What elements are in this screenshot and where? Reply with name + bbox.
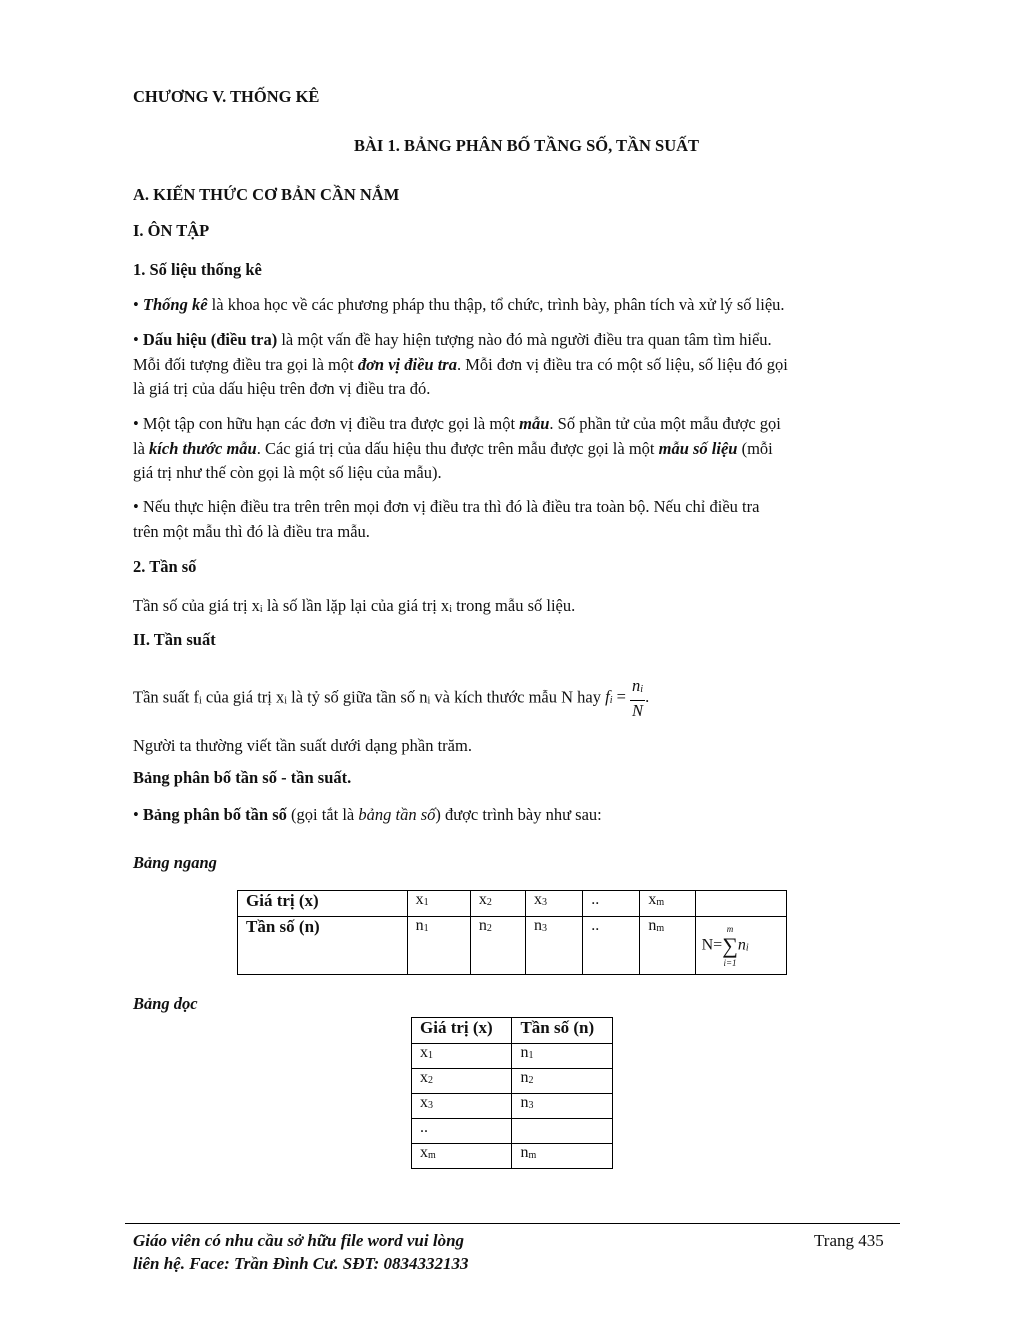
label-vertical-table: Bảng dọc [133, 994, 198, 1013]
footer-divider [125, 1223, 900, 1224]
term-bang-tan-so: bảng tần số [358, 805, 436, 824]
table-cell: $n_m$ [512, 1144, 613, 1169]
table-row [412, 1094, 613, 1119]
text: của giá trị x [201, 687, 285, 707]
table-cell: $x_2$ [412, 1069, 512, 1094]
table-cell: $n_2$ [512, 1069, 613, 1094]
section-ii-heading: II. Tần suất [133, 630, 216, 649]
text: Tần số của giá trị x [133, 596, 260, 615]
term-bang-phan-bo-tan-so: Bảng phân bố tần số [138, 805, 287, 824]
text: Tần suất f [133, 687, 199, 707]
section-i-heading: I. ÔN TẬP [133, 221, 210, 240]
bullet: • [133, 497, 139, 516]
subscript: i [745, 942, 749, 954]
sum-symbol: ∑ [722, 932, 738, 958]
table-row [412, 1044, 613, 1069]
paragraph-statistics-definition [133, 293, 893, 318]
sum-term: n [737, 936, 746, 954]
paragraph-dau-hieu [133, 328, 893, 402]
sum-lhs: N= [701, 936, 723, 954]
subscript: i [609, 695, 613, 707]
text: Một tập con hữu hạn các đơn vị điều tra được gọi là một [138, 414, 520, 433]
bullet: • [133, 330, 139, 349]
table-cell: $n_3$ [526, 917, 583, 975]
table-cell: .. [412, 1119, 512, 1144]
text: trong mẫu số liệu. [451, 596, 576, 615]
table-cell: $n_m$ [640, 917, 695, 975]
paragraph-tan-suat [133, 676, 893, 721]
text: trên một mẫu thì đó là điều tra mẫu. [133, 521, 370, 541]
text: ) được trình bày như sau: [435, 805, 602, 824]
bullet: • [133, 295, 139, 314]
table-cell: $x_1$ [412, 1044, 512, 1069]
text: . Các giá trị của dấu hiệu thu được trên mẫu được gọi là một [256, 438, 659, 458]
frequency-formula [605, 676, 650, 720]
table-cell: $x_m$ [640, 891, 695, 917]
text: (gọi tắt là [286, 805, 359, 824]
table-cell: $x_3$ [526, 891, 583, 917]
row-label: Tần số (n) [238, 917, 408, 975]
table-row [412, 1069, 613, 1094]
table-cell-empty [695, 891, 786, 917]
table-cell: $n_3$ [512, 1094, 613, 1119]
subsection-1-heading: 1. Số liệu thống kê [133, 260, 262, 279]
table-header-row [412, 1018, 613, 1044]
numerator: n [632, 676, 641, 695]
vertical-frequency-table [411, 1017, 613, 1169]
paragraph-tan-so [133, 594, 893, 623]
subscript: i [449, 604, 452, 615]
formula-equals: = [612, 687, 631, 707]
table-row [412, 1144, 613, 1169]
subscript: i [640, 684, 644, 695]
lesson-title: BÀI 1. BẢNG PHÂN BỐ TẦNG SỐ, TẦN SUẤT [354, 136, 700, 155]
text: và kích thước mẫu N hay [430, 687, 606, 707]
table-cell: $n_1$ [512, 1044, 613, 1069]
footer-line-1: Giáo viên có nhu cầu sở hữu file word vui lòng [133, 1231, 465, 1250]
term-thong-ke: Thống kê [142, 295, 208, 314]
table-cell: $x_m$ [412, 1144, 512, 1169]
column-header: Tần số (n) [512, 1018, 613, 1044]
table-cell: .. [583, 917, 640, 975]
table-cell [512, 1119, 613, 1144]
subsection-table-heading: Bảng phân bố tần số - tần suất. [133, 768, 352, 787]
text: là [133, 438, 150, 458]
table-row-values [238, 891, 787, 917]
section-a-heading: A. KIẾN THỨC CƠ BẢN CẦN NẮM [133, 185, 400, 204]
text: (mỗi [737, 438, 773, 458]
table-cell: $x_1$ [407, 891, 470, 917]
table-cell: $x_3$ [412, 1094, 512, 1119]
text: là tỷ số giữa tần số n [287, 687, 428, 707]
chapter-title: CHƯƠNG V. THỐNG KÊ [133, 87, 320, 106]
term-dau-hieu: Dấu hiệu (điều tra) [142, 330, 278, 349]
footer-line-2: liên hệ. Face: Trần Đình Cư. SĐT: 0834332133 [133, 1254, 469, 1273]
bullet: • [133, 414, 139, 433]
formula-f: f [605, 687, 610, 707]
term-mau: mẫu [519, 414, 550, 433]
table-cell: $x_2$ [470, 891, 525, 917]
denominator: N [632, 701, 644, 720]
page-number: Trang 435 [814, 1231, 884, 1250]
text: Nếu thực hiện điều tra trên trên mọi đơn vị điều tra thì đó là điều tra toàn bộ. Nếu chỉ điều tra [138, 497, 760, 516]
text: là giá trị của dấu hiệu trên đơn vị điều tra đó. [133, 379, 431, 398]
footer-note [133, 1229, 469, 1275]
term-kich-thuoc-mau: kích thước mẫu [149, 438, 257, 458]
sigma [722, 923, 738, 969]
sum-formula-cell [695, 917, 786, 975]
subscript: i [427, 695, 431, 707]
row-label: Giá trị (x) [238, 891, 408, 917]
text: . Số phần tử của một mẫu được gọi [549, 414, 781, 433]
text: Mỗi đối tượng điều tra gọi là một [133, 354, 358, 374]
paragraph-dieu-tra [133, 495, 893, 544]
paragraph-bang-tan-so [133, 803, 893, 828]
subscript: i [259, 604, 263, 615]
paragraph-mau [133, 412, 893, 486]
bullet: • [133, 805, 139, 824]
subsection-2-heading: 2. Tần số [133, 557, 197, 576]
table-row [412, 1119, 613, 1144]
table-cell: $n_1$ [407, 917, 470, 975]
text: . Mỗi đơn vị điều tra có một số liệu, số liệu đó gọi [456, 354, 788, 374]
period: . [645, 687, 650, 707]
subscript: i [284, 695, 288, 707]
paragraph-percent: Người ta thường viết tần suất dưới dạng phần trăm. [133, 736, 472, 755]
table-cell: $n_2$ [470, 917, 525, 975]
sum-upper: m [726, 923, 734, 934]
text: là khoa học về các phương pháp thu thập, tổ chức, trình bày, phân tích và xử lý số liệu. [207, 295, 785, 314]
text: giá trị như thế còn gọi là một số liệu của mẫu). [133, 463, 442, 482]
text: là số lần lặp lại của giá trị x [262, 596, 450, 615]
sum-lower: i=1 [723, 957, 737, 968]
subscript: i [198, 695, 202, 707]
term-don-vi-dieu-tra: đơn vị điều tra [357, 354, 457, 374]
table-row-frequencies [238, 917, 787, 975]
horizontal-frequency-table [237, 890, 787, 975]
column-header: Giá trị (x) [412, 1018, 512, 1044]
term-mau-so-lieu: mẫu số liệu [658, 438, 738, 458]
text: là một vấn đề hay hiện tượng nào đó mà người điều tra quan tâm tìm hiểu. [277, 330, 772, 349]
label-horizontal-table: Bảng ngang [133, 853, 217, 872]
fraction [630, 676, 645, 721]
table-cell: .. [583, 891, 640, 917]
